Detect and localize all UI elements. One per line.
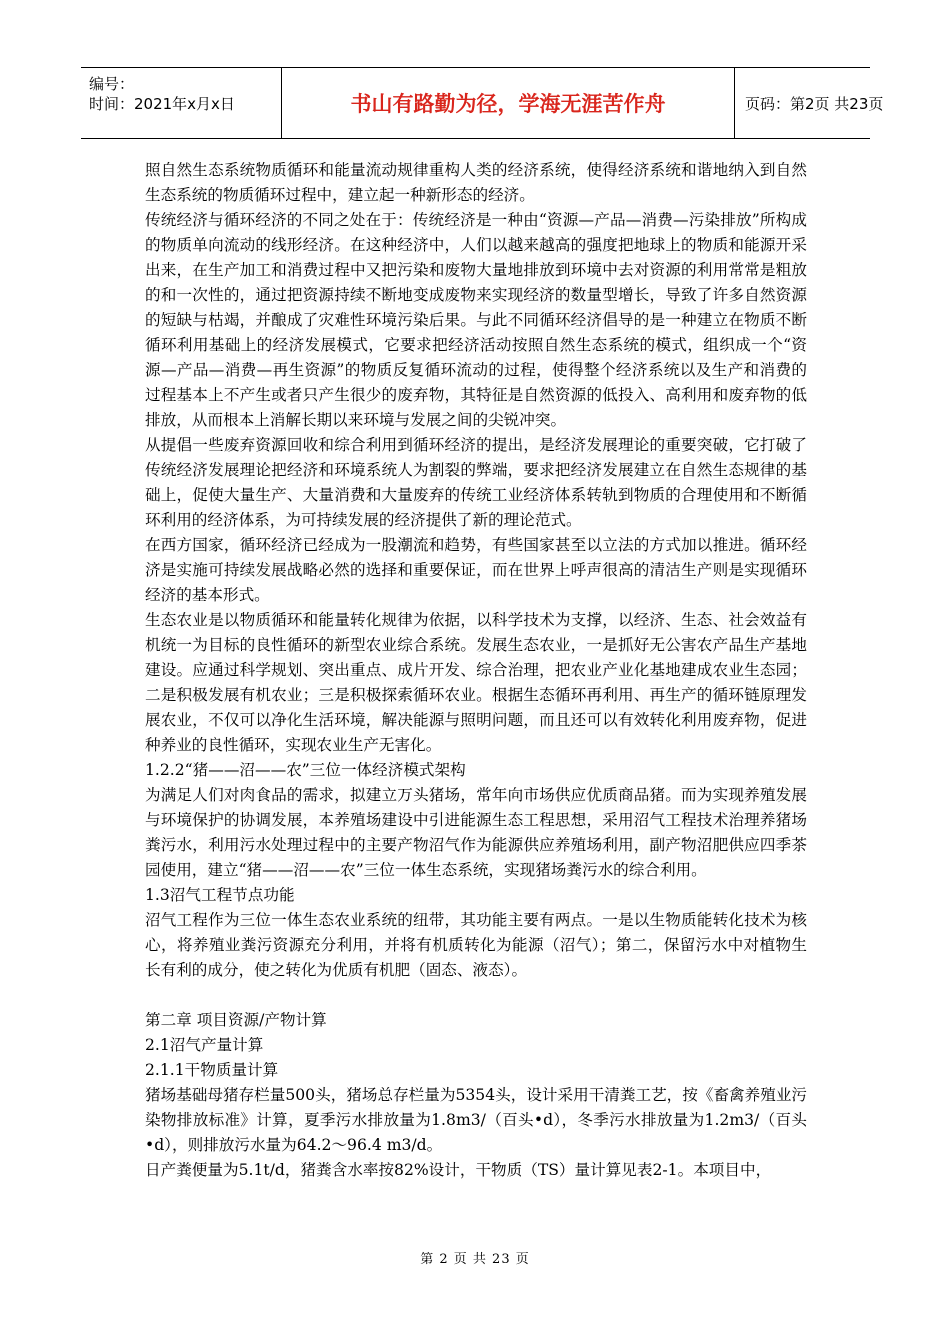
chapter-heading: 第二章 项目资源/产物计算 (145, 1011, 327, 1029)
section-heading: 1.3沼气工程节点功能 (145, 886, 295, 904)
paragraph: 为满足人们对肉食品的需求，拟建立万头猪场，常年向市场供应优质商品猪。而为实现养殖发展与环境保护的协调发展，本养殖场建设中引进能源生态工程思想，采用沼气工程技术治理养猪场粪污水，利用污水处理过程中的主要产物沼气作为能源供应养殖场利用，副产物沼肥供应四季茶园使用，建立“猪——沼——农”三位一体生态系统，实现猪场粪污水的综合利用。 (145, 786, 807, 879)
header-info-cell (81, 68, 282, 138)
header-motto: 书山有路勤为径，学海无涯苦作舟 (350, 92, 666, 116)
section-heading: 2.1.1干物质量计算 (145, 1061, 279, 1079)
paragraph: 猪场基础母猪存栏量500头，猪场总存栏量为5354头，设计采用干清粪工艺，按《畜禽养殖业污染物排放标准》计算，夏季污水排放量为1.8m3/（百头•d），冬季污水排放量为1.2m3/（百头•d），则排放污水量为64.2～96.4 m3/d。 (145, 1086, 808, 1154)
paragraph: 日产粪便量为5.1t/d，猪粪含水率按82%设计，干物质（TS）量计算见表2-1。本项目中， (145, 1161, 772, 1179)
paragraph: 沼气工程作为三位一体生态农业系统的纽带，其功能主要有两点。一是以生物质能转化技术为核心，将养殖业粪污资源充分利用，并将有机质转化为能源（沼气）；第二，保留污水中对植物生长有利的成分，使之转化为优质有机肥（固态、液态）。 (145, 911, 807, 979)
paragraph: 传统经济与循环经济的不同之处在于：传统经济是一种由“资源—产品—消费—污染排放”所构成的物质单向流动的线形经济。在这种经济中，人们以越来越高的强度把地球上的物质和能源开采出来，在生产加工和消费过程中又把污染和废物大量地排放到环境中去对资源的利用常常是粗放的和一次性的，通过把资源持续不断地变成废物来实现经济的数量型增长，导致了许多自然资源的短缺与枯竭，并酿成了灾难性环境污染后果。与此不同循环经济倡导的是一种建立在物质不断循环利用基础上的经济发展模式，它要求把经济活动按照自然生态系统的模式，组织成一个“资源—产品—消费—再生资源”的物质反复循环流动的过程，使得整个经济系统以及生产和消费的过程基本上不产生或者只产生很少的废弃物，其特征是自然资源的低投入、高利用和废弃物的低排放，从而根本上消解长期以来环境与发展之间的尖锐冲突。 (145, 211, 807, 429)
document-body (145, 158, 807, 1183)
paragraph: 在西方国家，循环经济已经成为一股潮流和趋势，有些国家甚至以立法的方式加以推进。循环经济是实施可持续发展战略必然的选择和重要保证，而在世界上呼声很高的清洁生产则是实现循环经济的基本形式。 (145, 536, 807, 604)
header-page-info: 页码：第2页 共23页 (745, 94, 884, 113)
paragraph: 从提倡一些废弃资源回收和综合利用到循环经济的提出，是经济发展理论的重要突破，它打破了传统经济发展理论把经济和环境系统人为割裂的弊端，要求把经济发展建立在自然生态规律的基础上，促使大量生产、大量消费和大量废弃的传统工业经济体系转轨到物质的合理使用和不断循环利用的经济体系，为可持续发展的经济提供了新的理论范式。 (145, 436, 807, 529)
page-header (81, 67, 884, 139)
section-heading: 1.2.2“猪——沼——农”三位一体经济模式架构 (145, 761, 466, 779)
document-time-label: 时间：2021年x月x日 (89, 95, 235, 113)
document-number-label: 编号： (89, 75, 135, 93)
header-page-info-cell (734, 68, 884, 138)
page-footer: 第 2 页 共 23 页 (420, 1252, 530, 1267)
paragraph: 照自然生态系统物质循环和能量流动规律重构人类的经济系统，使得经济系统和谐地纳入到自然生态系统的物质循环过程中，建立起一种新形态的经济。 (145, 161, 807, 204)
paragraph: 生态农业是以物质循环和能量转化规律为依据，以科学技术为支撑，以经济、生态、社会效益有机统一为目标的良性循环的新型农业综合系统。发展生态农业，一是抓好无公害农产品生产基地建设。应通过科学规划、突出重点、成片开发、综合治理，把农业产业化基地建成农业生态园；二是积极发展有机农业；三是积极探索循环农业。根据生态循环再利用、再生产的循环链原理发展农业，不仅可以净化生活环境，解决能源与照明问题，而且还可以有效转化利用废弃物，促进种养业的良性循环，实现农业生产无害化。 (145, 611, 807, 754)
section-heading: 2.1沼气产量计算 (145, 1036, 264, 1054)
